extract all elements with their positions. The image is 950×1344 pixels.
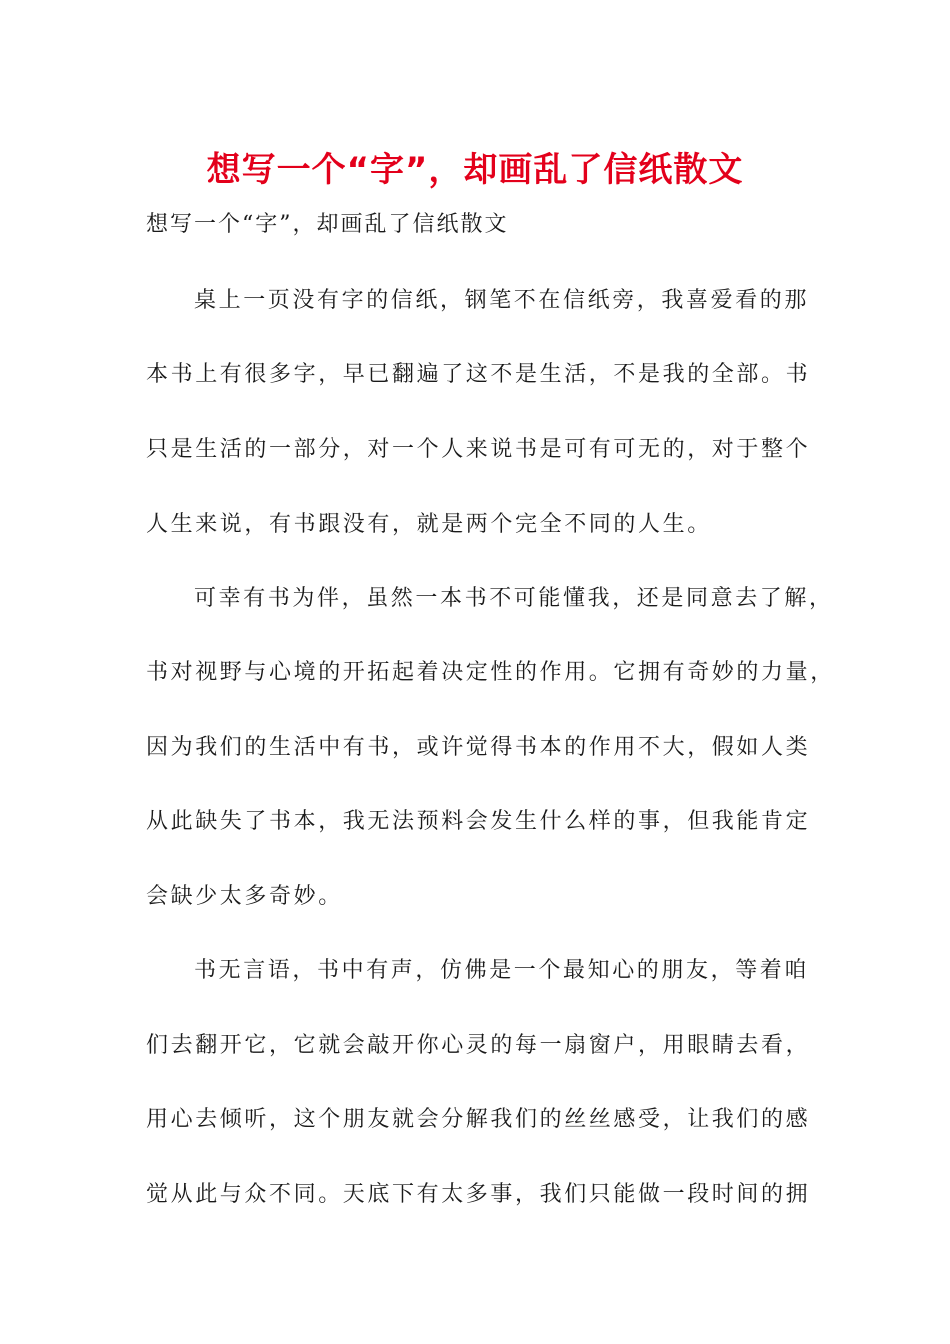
paragraph-line: 觉从此与众不同。天底下有太多事，我们只能做一段时间的拥: [146, 1182, 811, 1207]
paragraph-line: 们去翻开它，它就会敲开你心灵的每一扇窗户，用眼睛去看，: [146, 1033, 811, 1058]
paragraph-line: 会缺少太多奇妙。: [146, 884, 343, 909]
paragraph-line: 可幸有书为伴，虽然一本书不可能懂我，还是同意去了解，: [194, 586, 834, 611]
paragraph-line: 桌上一页没有字的信纸，钢笔不在信纸旁，我喜爱看的那: [194, 288, 810, 313]
paragraph-line: 本书上有很多字，早已翻遍了这不是生活，不是我的全部。书: [146, 362, 811, 387]
paragraph-line: 从此缺失了书本，我无法预料会发生什么样的事，但我能肯定: [146, 809, 811, 834]
page-title: 想写一个“字”，却画乱了信纸散文: [206, 150, 744, 190]
paragraph-line: 书无言语，书中有声，仿佛是一个最知心的朋友，等着咱: [194, 958, 810, 983]
paragraph-line: 因为我们的生活中有书，或许觉得书本的作用不大，假如人类: [146, 735, 811, 760]
document-subtitle: 想写一个“字”，却画乱了信纸散文: [146, 212, 509, 237]
paragraph-line: 人生来说，有书跟没有，就是两个完全不同的人生。: [146, 512, 712, 537]
paragraph-line: 用心去倾听，这个朋友就会分解我们的丝丝感受，让我们的感: [146, 1107, 811, 1132]
paragraph-line: 书对视野与心境的开拓起着决定性的作用。它拥有奇妙的力量，: [146, 660, 835, 685]
paragraph-line: 只是生活的一部分，对一个人来说书是可有可无的，对于整个: [146, 437, 811, 462]
